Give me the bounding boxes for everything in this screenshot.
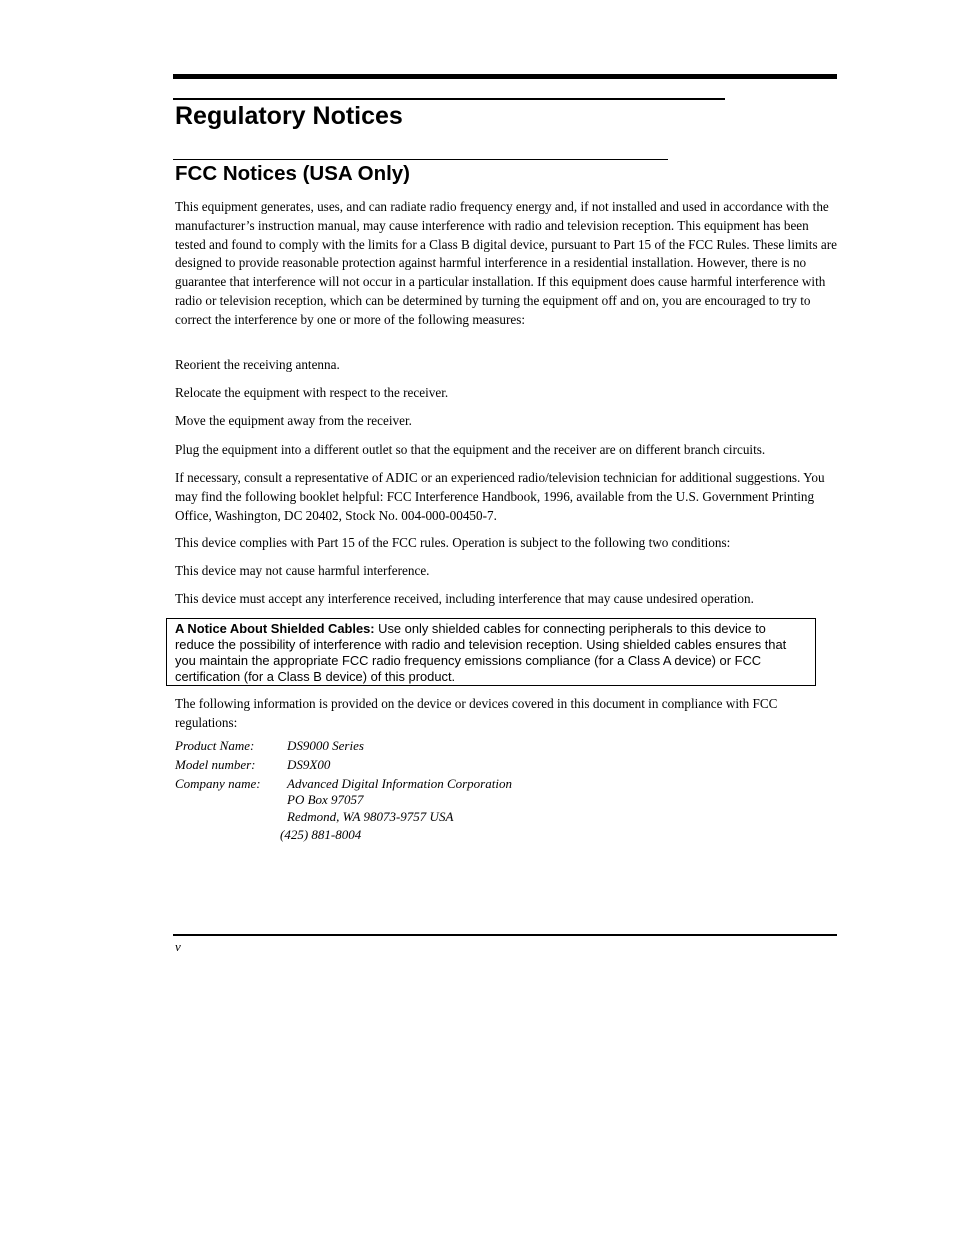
product-name-label: Product Name:	[175, 738, 255, 753]
shielded-cables-notice-box	[166, 618, 816, 686]
page-number: v	[175, 939, 181, 954]
top-rule	[173, 74, 837, 79]
company-address-line: Redmond, WA 98073-9757 USA	[287, 809, 454, 824]
company-phone: (425) 881-8004	[280, 827, 362, 842]
following-paragraph: The following information is provided on the device or devices covered in this document in compliance with FCC regulations:	[175, 696, 778, 730]
product-name-value: DS9000 Series	[287, 738, 364, 753]
company-name-label: Company name:	[175, 776, 261, 791]
notice-body: Use only shielded cables for connecting peripherals to this device to reduce the possibility of interference with radio and television reception. Using shielded cables ensures that you maintain the appropriate FCC radio frequency emissions compliance (for a Class A device) or FCC certification (for a Class B device) of this product.	[175, 621, 787, 684]
measure-item: Reorient the receiving antenna.	[175, 357, 340, 372]
page-title: Regulatory Notices	[175, 102, 403, 130]
section-title: FCC Notices (USA Only)	[175, 162, 411, 185]
measure-item: Move the equipment away from the receiver.	[175, 413, 412, 428]
consult-paragraph: If necessary, consult a representative of ADIC or an experienced radio/television technician for additional suggestions. You may find the following booklet helpful: FCC Interference Handbook, 1996, available from the U.S. Government Printing Office, Washington, DC 20402, Stock No. 004-000-00450-7.	[175, 470, 825, 523]
condition-item: This device may not cause harmful interference.	[175, 563, 430, 578]
subheading-rule	[173, 159, 668, 160]
notice-title: A Notice About Shielded Cables:	[175, 621, 375, 636]
condition-item: This device must accept any interference received, including interference that may cause undesired operation.	[175, 591, 754, 606]
complies-paragraph: This device complies with Part 15 of the FCC rules. Operation is subject to the following two conditions:	[175, 535, 731, 550]
model-number-label: Model number:	[175, 757, 256, 772]
measure-item: Relocate the equipment with respect to the receiver.	[175, 385, 449, 400]
intro-paragraph: This equipment generates, uses, and can radiate radio frequency energy and, if not installed and used in accordance with the manufacturer’s instruction manual, may cause interference with radio and television reception. This equipment has been tested and found to comply with the limits for a Class B digital device, pursuant to Part 15 of the FCC Rules. These limits are designed to provide reasonable protection against harmful interference in a residential installation. However, there is no guarantee that interference will not occur in a particular installation. If this equipment does cause harmful interference with radio or television reception, which can be determined by turning the equipment off and on, you are encouraged to try to correct the interference by one or more of the following measures:	[175, 199, 837, 327]
heading-rule	[173, 98, 725, 100]
model-number-value: DS9X00	[287, 757, 331, 772]
company-address-line: PO Box 97057	[287, 792, 364, 807]
measure-item: Plug the equipment into a different outlet so that the equipment and the receiver are on different branch circuits.	[175, 442, 766, 457]
footer-rule	[173, 934, 837, 936]
company-name-value: Advanced Digital Information Corporation	[287, 776, 512, 791]
